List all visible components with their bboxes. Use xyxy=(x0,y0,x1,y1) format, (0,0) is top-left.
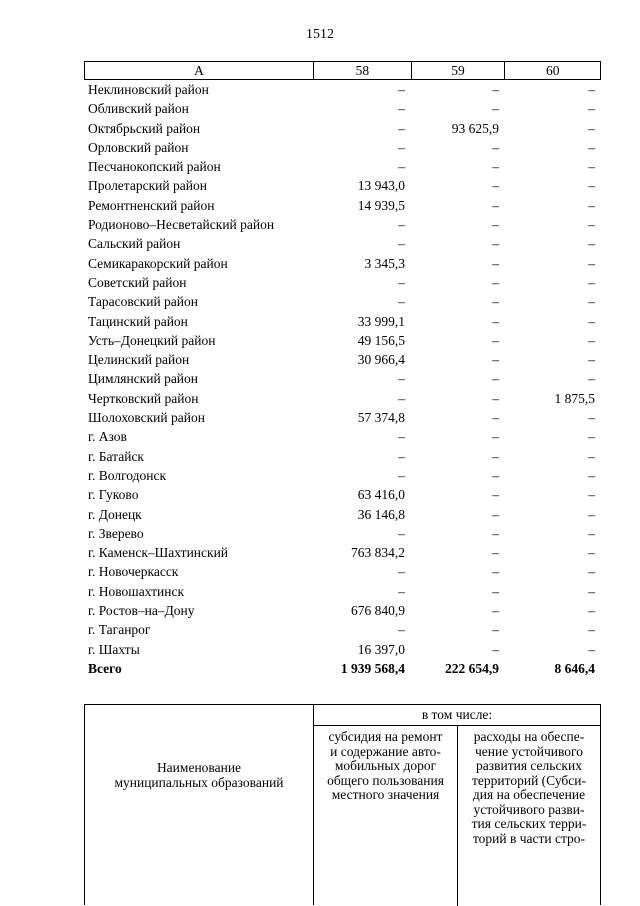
value-cell-59: – xyxy=(492,82,499,97)
value-cell-60: – xyxy=(588,371,595,387)
value-cell-58: – xyxy=(398,583,405,599)
value-cell-58: – xyxy=(398,429,405,445)
total-row xyxy=(84,659,601,678)
municipality-cell: Шолоховский район xyxy=(88,410,205,426)
value-cell-58: 1 939 568,4 xyxy=(340,660,405,676)
table-row xyxy=(84,99,601,118)
municipality-cell: Пролетарский район xyxy=(88,178,207,194)
municipality-cell: Октябрьский район xyxy=(88,120,201,136)
value-cell-60: 1 875,5 xyxy=(554,390,595,406)
table-row xyxy=(84,369,601,388)
value-cell-59: – xyxy=(492,390,499,406)
road-subsidy-header-cell xyxy=(314,726,458,906)
table-row xyxy=(84,427,601,446)
header-line: субсидия на ремонт xyxy=(328,729,443,744)
value-cell-60: – xyxy=(588,313,595,329)
value-cell-60: – xyxy=(588,178,595,194)
value-cell-59: – xyxy=(492,506,499,522)
table-row xyxy=(84,505,601,524)
table-body xyxy=(84,80,601,678)
municipality-cell: г. Донецк xyxy=(88,506,142,522)
table-row xyxy=(84,350,601,369)
table-header-row xyxy=(84,61,601,80)
municipality-cell: г. Гуково xyxy=(88,487,139,503)
value-cell-59: – xyxy=(492,467,499,483)
municipality-cell: Обливский район xyxy=(88,101,189,117)
value-cell-60: – xyxy=(588,159,595,175)
value-cell-58: 676 840,9 xyxy=(351,603,405,619)
value-cell-59: – xyxy=(492,583,499,599)
municipality-cell: Советский район xyxy=(88,274,187,290)
value-cell-60: – xyxy=(588,197,595,213)
header-line: дия на обеспечение xyxy=(472,787,586,802)
value-cell-59: – xyxy=(492,217,499,233)
municipality-cell: г. Каменск–Шахтинский xyxy=(88,545,229,561)
value-cell-60: – xyxy=(588,467,595,483)
header-line: мобильных дорог xyxy=(334,758,437,773)
value-cell-59: – xyxy=(492,332,499,348)
header-line: тия сельских терри- xyxy=(471,816,587,831)
municipality-cell: Орловский район xyxy=(88,139,189,155)
table-row xyxy=(84,524,601,543)
value-cell-58: – xyxy=(398,236,405,252)
value-cell-58: – xyxy=(398,101,405,117)
value-cell-59: – xyxy=(492,429,499,445)
table-row xyxy=(84,447,601,466)
value-cell-58: 33 999,1 xyxy=(357,313,405,329)
value-cell-60: – xyxy=(588,525,595,541)
table-row xyxy=(84,620,601,639)
value-cell-60: – xyxy=(588,139,595,155)
value-cell-59: – xyxy=(492,313,499,329)
municipality-cell: Сальский район xyxy=(88,236,181,252)
header-line: торий в части стро- xyxy=(472,830,586,846)
value-cell-60: – xyxy=(588,583,595,599)
table-row xyxy=(84,466,601,485)
value-cell-59: – xyxy=(492,294,499,310)
municipality-cell: Всего xyxy=(88,660,122,676)
value-cell-58: 49 156,5 xyxy=(357,332,405,348)
value-cell-60: – xyxy=(588,487,595,503)
value-cell-58: 36 146,8 xyxy=(357,506,405,522)
value-cell-59: – xyxy=(492,371,499,387)
header-col-a: А xyxy=(194,63,204,78)
table-row xyxy=(84,640,601,659)
header-line: развития сельских xyxy=(476,758,582,773)
value-cell-59: – xyxy=(492,622,499,638)
header-line: Наименование xyxy=(156,760,242,775)
value-cell-58: – xyxy=(398,390,405,406)
table-row xyxy=(84,176,601,195)
value-cell-60: – xyxy=(588,274,595,290)
value-cell-59: – xyxy=(492,564,499,580)
header-line: и содержание авто- xyxy=(330,743,441,759)
value-cell-58: – xyxy=(398,525,405,541)
value-cell-60: – xyxy=(588,82,595,97)
header-line: местного значения xyxy=(331,787,440,802)
header-line: чение устойчивого xyxy=(474,743,584,759)
value-cell-58: 14 939,5 xyxy=(357,197,405,213)
table-row xyxy=(84,485,601,504)
municipality-cell: Неклиновский район xyxy=(88,82,209,97)
table-row xyxy=(84,234,601,253)
value-cell-59: – xyxy=(492,197,499,213)
municipality-cell: Песчанокопский район xyxy=(88,159,221,175)
municipality-cell: г. Таганрог xyxy=(88,622,151,638)
value-cell-60: – xyxy=(588,564,595,580)
value-cell-58: – xyxy=(398,120,405,136)
municipality-cell: г. Зверево xyxy=(88,525,144,541)
municipality-cell: Семикаракорский район xyxy=(88,255,228,271)
table-row xyxy=(84,331,601,350)
value-cell-60: – xyxy=(588,217,595,233)
municipality-cell: Родионово–Несветайский район xyxy=(88,217,275,233)
table-row xyxy=(84,601,601,620)
value-cell-60: – xyxy=(588,255,595,271)
table-row xyxy=(84,119,601,138)
header-line: устойчивого разви- xyxy=(473,801,585,817)
header-col-58: 58 xyxy=(313,62,411,79)
value-cell-58: – xyxy=(398,622,405,638)
header-col-60: 60 xyxy=(504,62,600,79)
value-cell-60: 8 646,4 xyxy=(554,660,595,676)
header-line: муниципальных образований xyxy=(114,775,284,790)
table-row xyxy=(84,196,601,215)
value-cell-58: – xyxy=(398,564,405,580)
value-cell-60: – xyxy=(588,622,595,638)
table-row xyxy=(84,543,601,562)
value-cell-59: – xyxy=(492,274,499,290)
table-row xyxy=(84,138,601,157)
value-cell-59: – xyxy=(492,525,499,541)
value-cell-58: 63 416,0 xyxy=(357,487,405,503)
municipality-cell: Целинский район xyxy=(88,352,190,368)
value-cell-58: 13 943,0 xyxy=(357,178,405,194)
value-cell-60: – xyxy=(588,236,595,252)
value-cell-60: – xyxy=(588,429,595,445)
value-cell-60: – xyxy=(588,352,595,368)
value-cell-60: – xyxy=(588,545,595,561)
value-cell-60: – xyxy=(588,641,595,657)
municipality-cell: Чертковский район xyxy=(88,390,199,406)
municipality-cell: г. Батайск xyxy=(88,448,144,464)
table-row xyxy=(84,408,601,427)
value-cell-59: – xyxy=(492,178,499,194)
table-row xyxy=(84,292,601,311)
value-cell-60: – xyxy=(588,332,595,348)
continuation-table-header xyxy=(84,704,601,905)
value-cell-59: – xyxy=(492,545,499,561)
municipality-cell: г. Новочеркасск xyxy=(88,564,179,580)
including-header-cell: в том числе: xyxy=(314,705,600,726)
table-row xyxy=(84,80,601,99)
table-row xyxy=(84,254,601,273)
rural-development-header-cell xyxy=(458,726,600,906)
municipality-cell: Тацинский район xyxy=(88,313,188,329)
value-cell-59: – xyxy=(492,487,499,503)
value-cell-59: – xyxy=(492,139,499,155)
value-cell-59: – xyxy=(492,448,499,464)
value-cell-59: – xyxy=(492,255,499,271)
value-cell-59: 93 625,9 xyxy=(451,120,499,136)
value-cell-59: – xyxy=(492,101,499,117)
municipality-cell: г. Волгодонск xyxy=(88,467,167,483)
budget-table xyxy=(84,61,601,678)
value-cell-59: – xyxy=(492,641,499,657)
value-cell-60: – xyxy=(588,410,595,426)
municipality-cell: г. Азов xyxy=(88,429,127,445)
municipality-cell: Усть–Донецкий район xyxy=(88,332,216,348)
value-cell-58: 3 345,3 xyxy=(364,255,405,271)
value-cell-58: 57 374,8 xyxy=(357,410,405,426)
table-row xyxy=(84,157,601,176)
table-row xyxy=(84,562,601,581)
table-row xyxy=(84,215,601,234)
value-cell-60: – xyxy=(588,448,595,464)
page-number: 1512 xyxy=(306,27,334,42)
value-cell-60: – xyxy=(588,506,595,522)
municipality-header-text xyxy=(85,760,313,790)
municipality-cell: Ремонтненский район xyxy=(88,197,215,213)
value-cell-60: – xyxy=(588,294,595,310)
header-line: территорий (Субси- xyxy=(472,772,586,788)
header-line: расходы на обеспе- xyxy=(473,729,585,744)
value-cell-59: 222 654,9 xyxy=(445,660,499,676)
table-row xyxy=(84,389,601,408)
value-cell-58: – xyxy=(398,467,405,483)
value-cell-59: – xyxy=(492,159,499,175)
municipality-cell: г. Шахты xyxy=(88,641,140,657)
municipality-cell: Цимлянский район xyxy=(88,371,199,387)
value-cell-58: – xyxy=(398,448,405,464)
municipality-cell: г. Ростов–на–Дону xyxy=(88,603,195,619)
value-cell-60: – xyxy=(588,120,595,136)
value-cell-58: 763 834,2 xyxy=(351,545,405,561)
value-cell-58: – xyxy=(398,371,405,387)
table-row xyxy=(84,273,601,292)
value-cell-58: 30 966,4 xyxy=(357,352,405,368)
table-row xyxy=(84,582,601,601)
value-cell-58: – xyxy=(398,139,405,155)
value-cell-59: – xyxy=(492,236,499,252)
value-cell-58: – xyxy=(398,159,405,175)
value-cell-58: – xyxy=(398,82,405,97)
municipality-header-cell xyxy=(85,705,314,905)
value-cell-58: – xyxy=(398,274,405,290)
municipality-cell: Тарасовский район xyxy=(88,294,198,310)
value-cell-58: – xyxy=(398,294,405,310)
municipality-cell: г. Новошахтинск xyxy=(88,583,184,599)
value-cell-59: – xyxy=(492,410,499,426)
value-cell-58: – xyxy=(398,217,405,233)
header-line: общего пользования xyxy=(327,772,444,788)
header-col-59: 59 xyxy=(411,62,505,79)
value-cell-59: – xyxy=(492,603,499,619)
value-cell-58: 16 397,0 xyxy=(357,641,405,657)
value-cell-60: – xyxy=(588,101,595,117)
table-row xyxy=(84,312,601,331)
value-cell-59: – xyxy=(492,352,499,368)
value-cell-60: – xyxy=(588,603,595,619)
